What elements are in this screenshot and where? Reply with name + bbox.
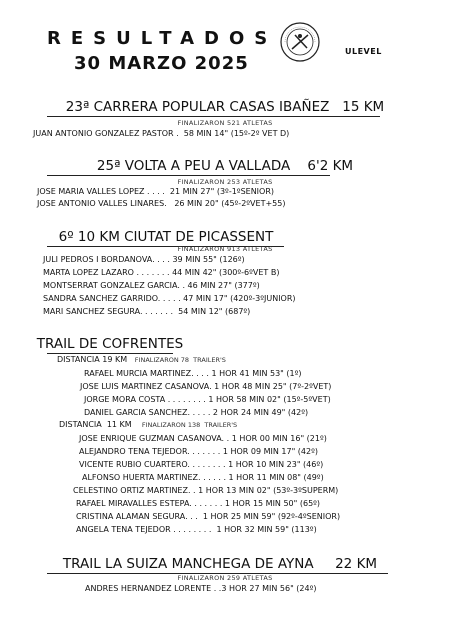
brand-logo: ULEVEL xyxy=(345,47,382,56)
result-row: JUAN ANTONIO GONZALEZ PASTOR . 58 MIN 14" (15º-2º VET D) xyxy=(33,129,290,138)
result-row: MARI SANCHEZ SEGURA. . . . . . . 54 MIN 12" (687º) xyxy=(43,307,251,316)
finishers-count: FINALIZARON 913 ATLETAS xyxy=(177,245,273,253)
result-row: SANDRA SANCHEZ GARRIDO. . . . . 47 MIN 17" (420º-3ºJUNIOR) xyxy=(43,294,296,303)
result-row: JORGE MORA COSTA . . . . . . . . 1 HOR 58 MIN 02" (15º-5ºVET) xyxy=(84,395,331,404)
result-row: CRISTINA ALAMAN SEGURA. . . 1 HOR 25 MIN 59" (92º-4ºSENIOR) xyxy=(76,512,341,521)
result-row: ANDRES HERNANDEZ LORENTE . .3 HOR 27 MIN 56" (24º) xyxy=(85,584,317,593)
club-logo-icon xyxy=(279,21,321,63)
result-row: CELESTINO ORTIZ MARTINEZ. . 1 HOR 13 MIN 02" (53º-3ºSUPERM) xyxy=(73,486,339,495)
result-row: RAFAEL MIRAVALLES ESTEPA. . . . . . . 1 HOR 15 MIN 50" (65º) xyxy=(76,499,321,508)
result-row: ANGELA TENA TEJEDOR . . . . . . . . 1 HOR 32 MIN 59" (113º) xyxy=(76,525,317,534)
result-row: JOSE LUIS MARTINEZ CASANOVA. 1 HOR 48 MIN 25" (7º-2ºVET) xyxy=(80,382,332,391)
distance-label: DISTANCIA 19 KM FINALIZARON 78 TRAILER'S xyxy=(57,355,226,364)
result-row: DANIEL GARCIA SANCHEZ. . . . . 2 HOR 24 MIN 49" (42º) xyxy=(84,408,309,417)
result-row: ALFONSO HUERTA MARTINEZ. . . . . . 1 HOR 11 MIN 08" (49º) xyxy=(82,473,324,482)
finishers-count: FINALIZARON 259 ATLETAS xyxy=(177,574,273,582)
finishers-count: FINALIZARON 521 ATLETAS xyxy=(177,119,273,127)
result-row: JOSE ENRIQUE GUZMAN CASANOVA. . 1 HOR 00 MIN 16" (21º) xyxy=(79,434,327,443)
result-row: JOSE ANTONIO VALLES LINARES. 26 MIN 20" (45º-2ºVET+55) xyxy=(37,199,286,208)
race-title: 25ª VOLTA A PEU A VALLADA 6'2 KM xyxy=(96,158,354,174)
race-title-underline xyxy=(47,116,380,117)
race-title-underline xyxy=(47,353,173,354)
race-title-underline xyxy=(47,175,330,176)
page-date: 30 MARZO 2025 xyxy=(74,53,249,74)
result-row: MARTA LOPEZ LAZARO . . . . . . . 44 MIN 42" (300º-6ºVET B) xyxy=(43,268,280,277)
result-row: MONTSERRAT GONZALEZ GARCIA. . 46 MIN 27" (377º) xyxy=(43,281,260,290)
result-row: JOSE MARIA VALLES LOPEZ . . . . 21 MIN 27" (3º-1ºSENIOR) xyxy=(37,187,275,196)
race-title: 6º 10 KM CIUTAT DE PICASSENT xyxy=(58,229,274,245)
result-row: VICENTE RUBIO CUARTERO. . . . . . . . 1 HOR 10 MIN 23" (46º) xyxy=(79,460,324,469)
result-row: RAFAEL MURCIA MARTINEZ. . . . 1 HOR 41 MIN 53" (1º) xyxy=(84,369,302,378)
finishers-count: FINALIZARON 138 TRAILER'S xyxy=(141,421,238,429)
finishers-count: FINALIZARON 78 TRAILER'S xyxy=(134,356,226,364)
distance-label: DISTANCIA 11 KM FINALIZARON 138 TRAILER'S xyxy=(59,420,238,429)
race-title: TRAIL LA SUIZA MANCHEGA DE AYNA 22 KM xyxy=(62,556,378,572)
result-row: JULI PEDROS I BORDANOVA. . . . 39 MIN 55" (126º) xyxy=(43,255,245,264)
page-title: RESULTADOS xyxy=(47,28,278,49)
finishers-count: FINALIZARON 253 ATLETAS xyxy=(177,178,273,186)
race-title: 23ª CARRERA POPULAR CASAS IBAÑEZ 15 KM xyxy=(65,99,385,115)
race-title: TRAIL DE COFRENTES xyxy=(36,336,184,352)
result-row: ALEJANDRO TENA TEJEDOR. . . . . . . 1 HOR 09 MIN 17" (42º) xyxy=(79,447,318,456)
